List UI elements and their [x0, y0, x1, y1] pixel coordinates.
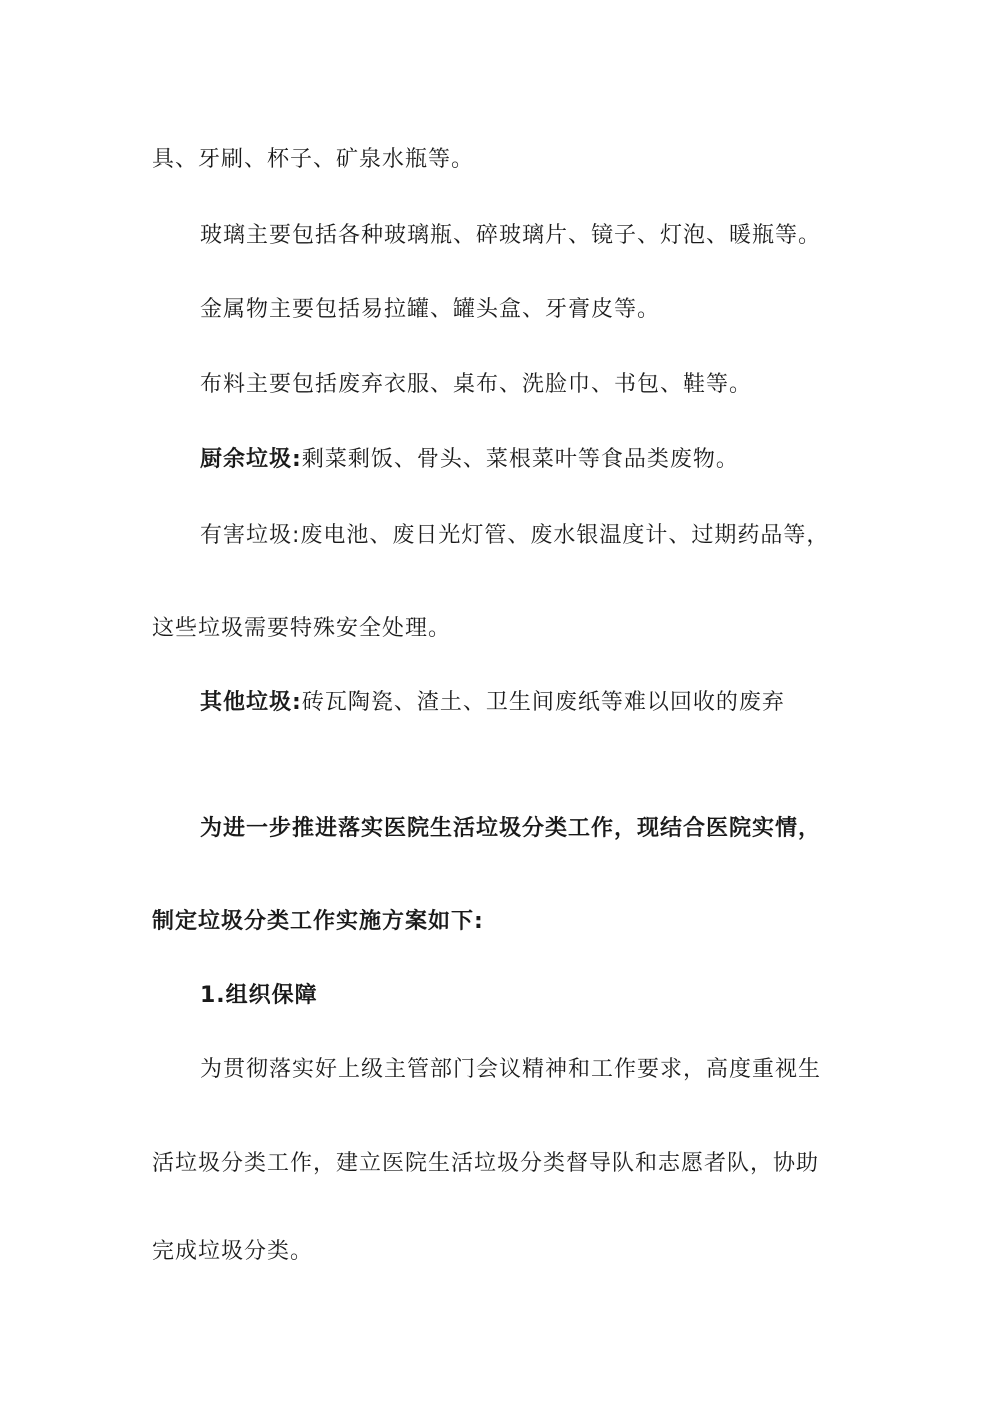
- other-waste-text: 砖瓦陶瓷、渣土、卫生间废纸等难以回收的废弃: [301, 690, 785, 715]
- paragraph-line: 活垃圾分类工作，建立医院生活垃圾分类督导队和志愿者队，协助: [152, 1151, 820, 1176]
- section-intro-heading-cont: 制定垃圾分类工作实施方案如下:: [152, 909, 484, 934]
- section-intro-heading: 为进一步推进落实医院生活垃圾分类工作，现结合医院实情，: [200, 816, 822, 841]
- other-waste-label: 其他垃圾:: [200, 690, 302, 715]
- paragraph-line: 具、牙刷、杯子、矿泉水瓶等。: [152, 147, 475, 172]
- kitchen-waste-label: 厨余垃圾:: [200, 447, 302, 472]
- paragraph-line: 这些垃圾需要特殊安全处理。: [152, 616, 452, 641]
- paragraph-metal: 金属物主要包括易拉罐、罐头盒、牙膏皮等。: [200, 297, 661, 322]
- paragraph-cloth: 布料主要包括废弃衣服、桌布、洗脸巾、书包、鞋等。: [200, 372, 753, 397]
- paragraph-glass: 玻璃主要包括各种玻璃瓶、碎玻璃片、镜子、灯泡、暖瓶等。: [200, 223, 822, 248]
- kitchen-waste-text: 剩菜剩饭、骨头、菜根菜叶等食品类废物。: [301, 447, 739, 472]
- subsection-heading: 1.组织保障: [200, 983, 318, 1008]
- paragraph-hazardous-waste: 有害垃圾:废电池、废日光灯管、废水银温度计、过期药品等，: [200, 523, 830, 548]
- paragraph-organization: 为贯彻落实好上级主管部门会议精神和工作要求，高度重视生: [200, 1057, 822, 1082]
- paragraph-kitchen-waste: [200, 445, 739, 475]
- paragraph-line: 完成垃圾分类。: [152, 1239, 314, 1264]
- paragraph-other-waste: [200, 688, 785, 718]
